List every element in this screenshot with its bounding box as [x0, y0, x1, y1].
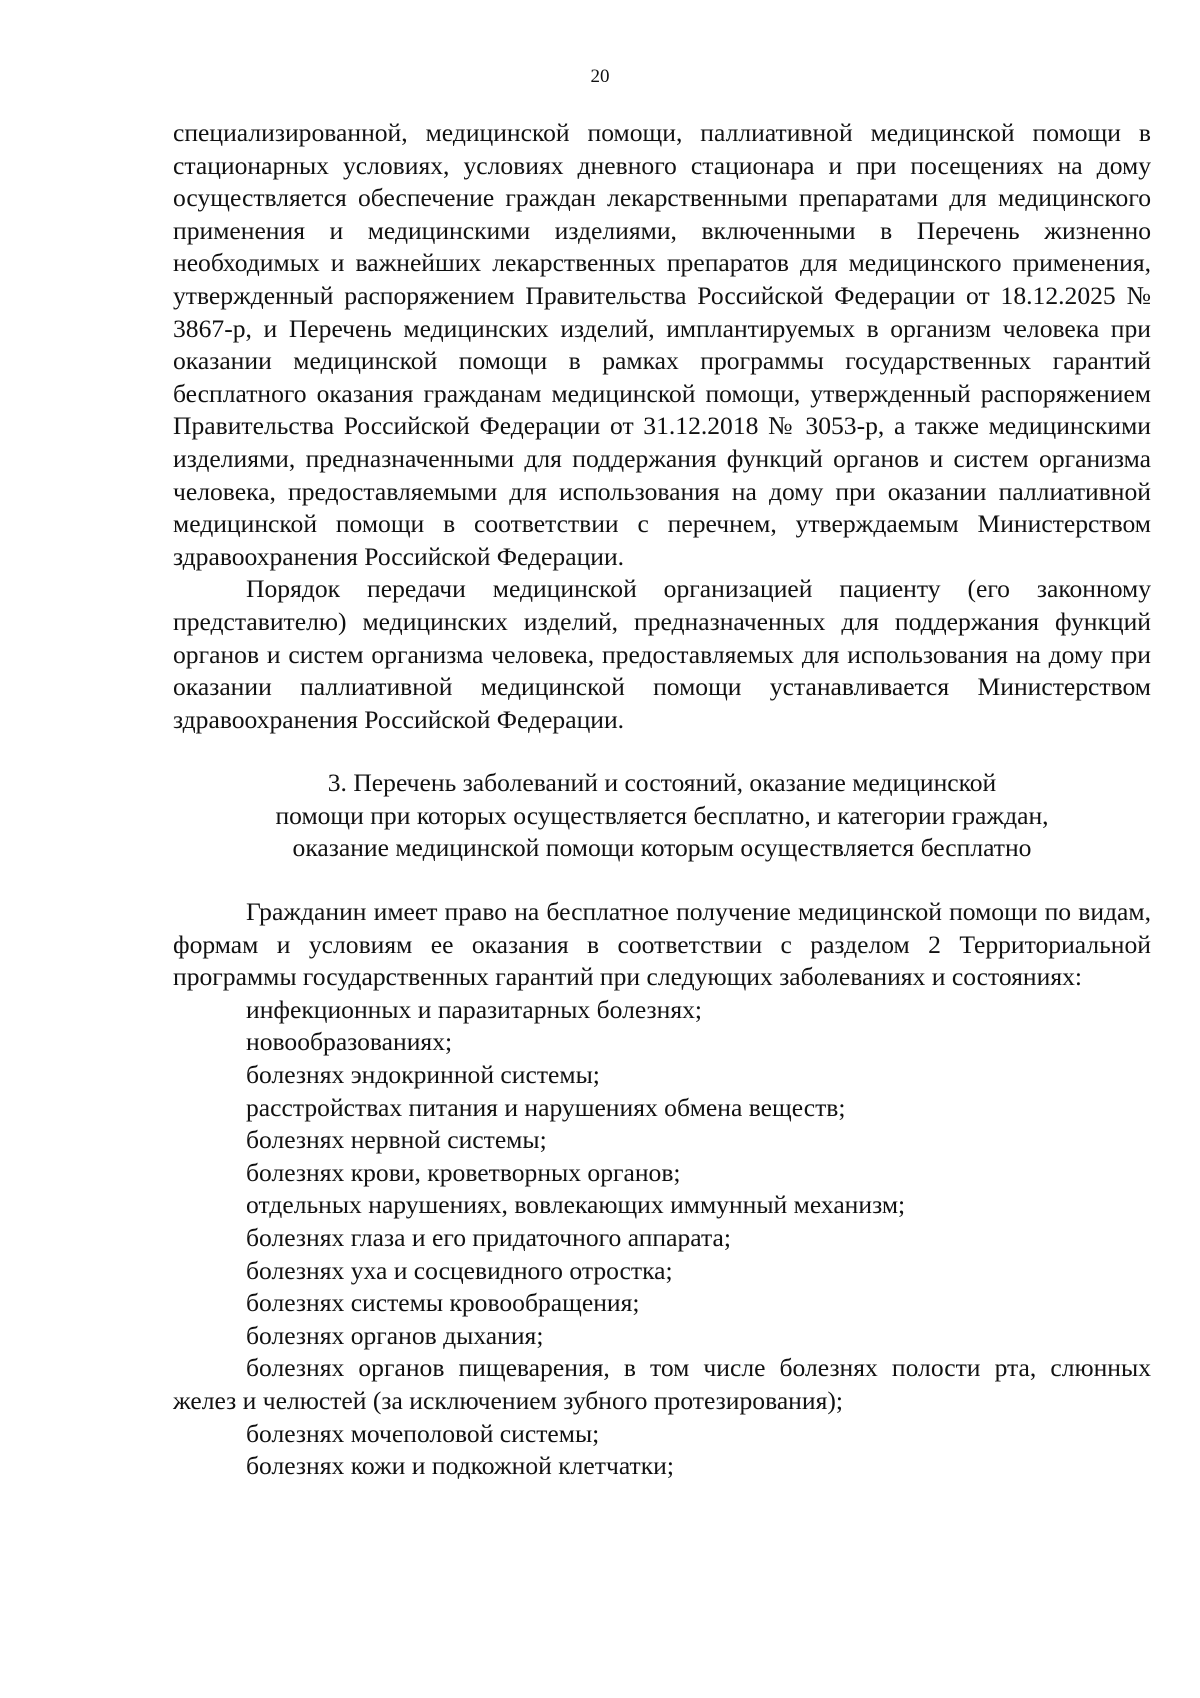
- condition-item: болезнях органов дыхания;: [246, 1320, 544, 1350]
- condition-item: болезнях эндокринной системы;: [246, 1060, 600, 1090]
- condition-item: инфекционных и паразитарных болезнях;: [246, 994, 703, 1024]
- paragraph-device-transfer-procedure: Порядок передачи медицинской организацией пациенту (его законному представителю) медицинских изделий, предназначенных для поддержания функций органов и систем организма человека, предоставляемых для использования на дому при оказании паллиативной медицинской помощи устанавливается Министерством здравоохранения Российской Федерации.: [173, 574, 1151, 734]
- condition-item: отдельных нарушениях, вовлекающих иммунный механизм;: [246, 1190, 906, 1220]
- condition-item: болезнях крови, кроветворных органов;: [246, 1157, 681, 1187]
- conditions-list: [173, 994, 1151, 1483]
- condition-item: болезнях кожи и подкожной клетчатки;: [246, 1451, 674, 1481]
- paragraph-citizen-rights: Гражданин имеет право на бесплатное получение медицинской помощи по видам, формам и условиям ее оказания в соответствии с разделом 2 Территориальной программы государственных гарантий при следующих заболеваниях и состояниях:: [173, 897, 1151, 992]
- condition-item: болезнях мочеполовой системы;: [246, 1418, 600, 1448]
- section-heading-line: оказание медицинской помощи которым осуществляется бесплатно: [292, 833, 1032, 863]
- section-heading: [173, 767, 1151, 865]
- section-heading-line: помощи при которых осуществляется бесплатно, и категории граждан,: [275, 800, 1049, 830]
- condition-item: болезнях уха и сосцевидного отростка;: [246, 1255, 673, 1285]
- condition-item: болезнях нервной системы;: [246, 1125, 547, 1155]
- section-heading-line: 3. Перечень заболеваний и состояний, оказание медицинской: [327, 768, 997, 798]
- condition-item: болезнях системы кровообращения;: [246, 1288, 640, 1318]
- condition-item: расстройствах питания и нарушениях обмена веществ;: [246, 1092, 846, 1122]
- condition-item: болезнях глаза и его придаточного аппарата;: [246, 1223, 731, 1252]
- page-number: 20: [590, 66, 610, 87]
- document-body: [173, 117, 1151, 1483]
- condition-item: болезнях органов пищеварения, в том числе болезнях полости рта, слюнных желез и челюстей (за исключением зубного протезирования);: [173, 1353, 1151, 1415]
- paragraph-drug-provision: специализированной, медицинской помощи, паллиативной медицинской помощи в стационарных условиях, условиях дневного стационара и при посещениях на дому осуществляется обеспечение граждан лекарственными препаратами для медицинского применения и медицинскими изделиями, включенными в Перечень жизненно необходимых и важнейших лекарственных препаратов для медицинского применения, утвержденный распоряжением Правительства Российской Федерации от 18.12.2025 № 3867-р, и Перечень медицинских изделий, имплантируемых в организм человека при оказании медицинской помощи в рамках программы государственных гарантий бесплатного оказания гражданам медицинской помощи, утвержденный распоряжением Правительства Российской Федерации от 31.12.2018 № 3053-р, а также медицинскими изделиями, предназначенными для поддержания функций органов и систем организма человека, предоставляемыми для использования на дому при оказании паллиативной медицинской помощи в соответствии с перечнем, утверждаемым Министерством здравоохранения Российской Федерации.: [173, 118, 1151, 571]
- condition-item: новообразованиях;: [246, 1027, 453, 1057]
